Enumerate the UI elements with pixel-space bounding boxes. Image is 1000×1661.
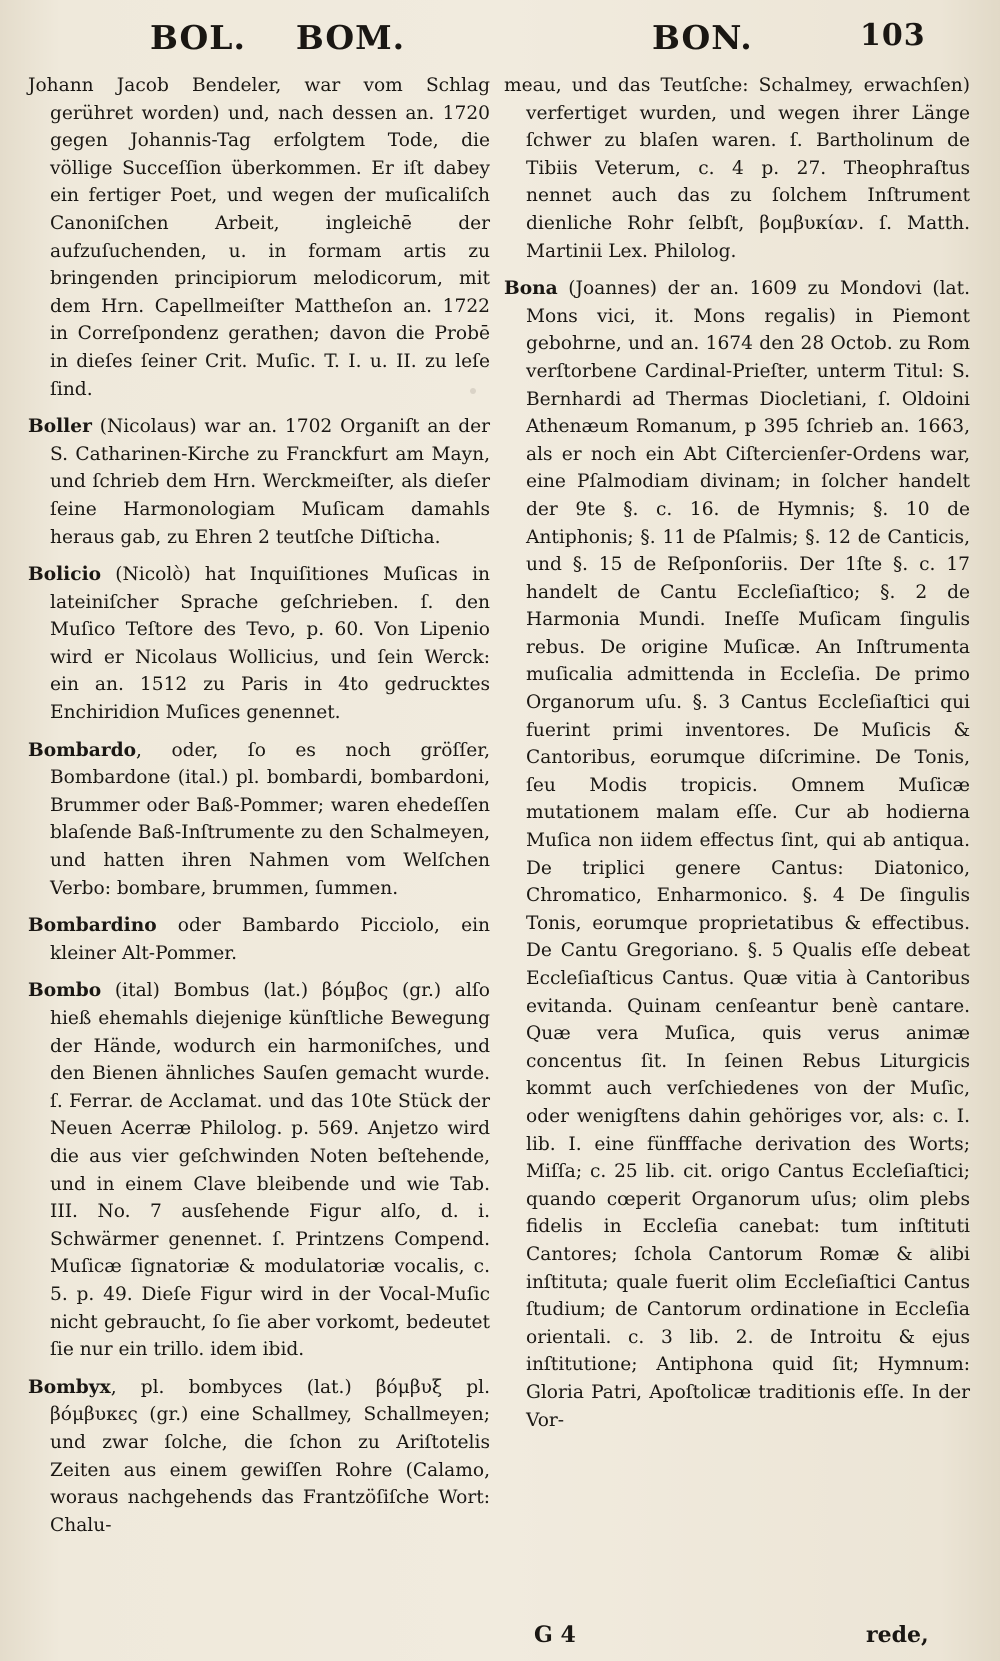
entry-lemma: Bombyx (28, 1376, 111, 1398)
catchword: rede, (866, 1622, 929, 1648)
dictionary-entry (504, 72, 970, 265)
entry-lemma: Boller (28, 416, 92, 438)
signature-mark: G 4 (534, 1622, 576, 1648)
entry-lemma: Bombardo (28, 739, 137, 761)
running-head-center: BON. (652, 18, 753, 57)
entry-text: meau, und das Teutſche: Schalmey, erwachſen) verfertiget wurden, und wegen ihrer Länge ſchwer zu blaſen waren. ſ. Bartholinum de Tibiis Veterum, c. 4 p. 27. Theophraſtus nennet auch das zu ſolchem Inſtrument dienliche Rohr ſelbſt, βομβυκίαν. ſ. Matth. Martinii Lex. Philolog. (504, 75, 970, 262)
entry-text: , pl. bombyces (lat.) βόμβυξ pl. βόμβυκες (gr.) eine Schallmey, Schallmeyen; und zwar ſolche, die ſchon zu Ariſtotelis Zeiten aus einem gewiſſen Rohre (Calamo, woraus nachgehends das Frantzöſiſche Wort: Chalu- (50, 1376, 490, 1536)
dictionary-entry (28, 977, 490, 1363)
entry-text: Johann Jacob Bendeler, war vom Schlag gerühret worden) und, nach dessen an. 1720 gegen Johannis-Tag erfolgtem Tode, die völlige Succeſſion überkommen. Er iſt dabey ein fertiger Poet, und wegen der muſicaliſch Canoniſchen Arbeit, ingleichē der aufzuſuchenden, u. in formam artis zu bringenden principiorum melodicorum, mit dem Hrn. Capellmeiſter Mattheſon an. 1722 in Correſpondenz gerathen; davon die Probē in dieſes ſeiner Crit. Muſic. T. I. u. II. zu leſe ſind. (28, 75, 490, 400)
entry-lemma: Bolicio (28, 564, 102, 586)
dictionary-entry (28, 72, 490, 403)
dictionary-entry (28, 737, 490, 903)
entry-text: (ital) Bombus (lat.) βόμβος (gr.) alſo hieß ehemahls diejenige künſtliche Bewegung der Hände, wodurch ein harmoniſches, und den Bienen ähnliches Sauſen gemacht wurde. ſ. Ferrar. de Acclamat. und das 10te Stück der Neuen Acerræ Philolog. p. 569. Anjetzo wird die aus vier geſchwinden Noten beſtehende, und in einem Clave bleibende und wie Tab. III. No. 7 ausſehende Figur alſo, d. i. Schwärmer genennet. ſ. Printzens Compend. Muſicæ ſignatoriæ & modulatoriæ vocalis, c. 5. p. 49. Dieſe Figur wird in der Vocal-Muſic nicht gebraucht, ſo ſie aber vorkomt, bedeutet ſie nur ein trillo. idem ibid. (50, 980, 490, 1361)
entry-text: (Nicolaus) war an. 1702 Organiſt an der S. Catharinen-Kirche zu Franckfurt am Mayn, und ſchrieb dem Hrn. Werckmeiſter, als dieſer ſeine Harmonologiam Muſicam damahls heraus gab, zu Ehren 2 teutſche Diſticha. (50, 416, 490, 548)
dictionary-entry (504, 275, 970, 1434)
running-head-left: BOL. BOM. (150, 18, 406, 57)
entry-text: (Joannes) der an. 1609 zu Mondovi (lat. Mons vici, it. Mons regalis) in Piemont gebohrne, und an. 1674 den 28 Octob. zu Rom verſtorbene Cardinal-Prieſter, unterm Titul: S. Bernhardi ad Thermas Diocletiani, ſ. Oldoini Athenæum Romanum, p 395 ſchrieb an. 1663, als er noch ein Abt Ciſtercienſer-Ordens war, eine Pſalmodiam divinam; in ſolcher handelt der 9te §. c. 16. de Hymnis; §. 10 de Antiphonis; §. 11 de Pſalmis; §. 12 de Canticis, und §. 15 de Reſponſoriis. Der 1ſte §. c. 17 handelt de Cantu Eccleſiaſtico; §. 2 de Harmonia Mundi. Ineſſe Muſicam ſingulis rebus. De origine Muſicæ. An Inſtrumenta muſicalia admittenda in Eccleſia. De primo Organorum uſu. §. 3 Cantus Eccleſiaſtici qui fuerint primi inventores. De Muſicis & Cantoribus, eorumque diſcrimine. De Tonis, ſeu Modis tropicis. Omnem Muſicæ mutationem malam eſſe. Cur ab hodierna Muſica non iidem effectus ſint, qui ab antiqua. De triplici genere Cantus: Diatonico, Chromatico, Enharmonico. §. 4 De ſingulis Tonis, eorumque proprietatibus & effectibus. De Cantu Gregoriano. §. 5 Qualis eſſe debeat Eccleſiaſticus Cantus. Quæ vitia à Cantoribus evitanda. Quinam cenſeantur benè cantare. Quæ vera Muſica, quis verus animæ concentus ſit. In ſeinen Rebus Liturgicis kommt auch verſchiedenes von der Muſic, oder wenigſtens dahin gehöriges vor, als: c. I. lib. I. eine fünfffache derivation des Worts; Miſſa; c. 25 lib. cit. origo Cantus Eccleſiaſtici; quando cœperit Organorum uſus; olim plebs fidelis in Eccleſia canebat: tum inſtituti Cantores; ſchola Cantorum Romæ & alibi inſtituta; quale fuerit olim Eccleſiaſtici Cantus ſtudium; de Cantorum ordinatione in Eccleſia orientali. c. 3 lib. 2. de Introitu & ejus inſtitutione; Antiphona quid ſit; Hymnum: Gloria Patri, Apoſtolicæ traditionis eſſe. In der Vor- (526, 278, 970, 1431)
paper-spot (470, 388, 476, 394)
dictionary-entry (28, 912, 490, 967)
entry-text: , oder, ſo es noch gröſſer, Bombardone (ital.) pl. bombardi, bombardoni, Brummer oder Baß-Pommer; waren ehedeſſen blaſende Baß-Inſtrumente zu den Schalmeyen, und hatten ihren Nahmen vom Welſchen Verbo: bombare, brummen, ſummen. (50, 739, 490, 899)
entry-lemma: Bombardino (28, 915, 157, 937)
entry-lemma: Bombo (28, 980, 102, 1002)
paper-spot (930, 1248, 935, 1253)
page-number: 103 (860, 18, 926, 53)
entry-text: (Nicolò) hat Inquiſitiones Muſicas in lateiniſcher Sprache geſchrieben. ſ. den Muſico Teſtore des Tevo, p. 60. Von Lipenio wird er Nicolaus Wollicius, und ſein Werck: ein an. 1512 zu Paris in 4to gedrucktes Enchiridion Muſices genennet. (50, 564, 490, 724)
dictionary-entry (28, 561, 490, 727)
dictionary-entry (28, 413, 490, 551)
right-column (504, 72, 970, 1444)
dictionary-entry (28, 1374, 490, 1540)
left-column (28, 72, 490, 1549)
entry-text: oder Bambardo Picciolo, ein kleiner Alt-Pommer. (50, 915, 490, 964)
entry-lemma: Bona (504, 278, 558, 300)
